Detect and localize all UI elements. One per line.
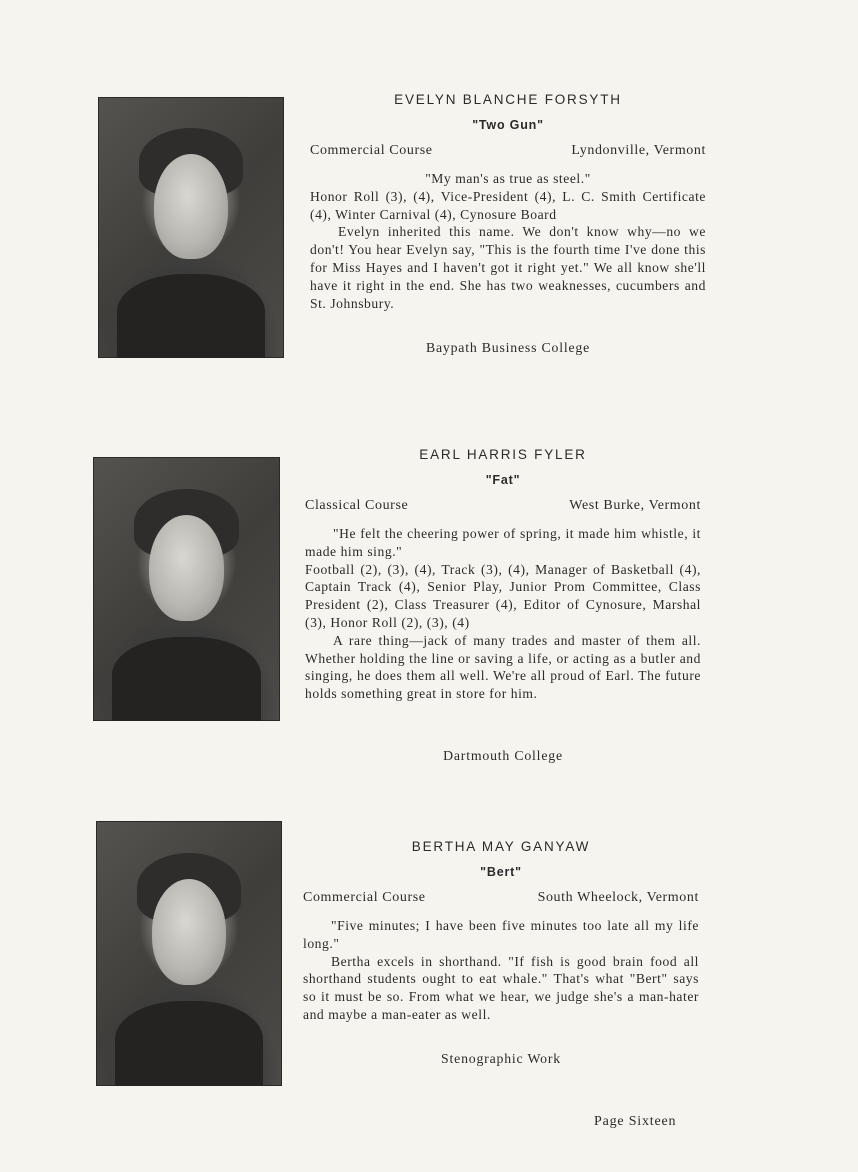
portrait-photo-evelyn (98, 97, 284, 358)
hometown: West Burke, Vermont (569, 498, 701, 513)
nickname: "Bert" (480, 865, 522, 879)
student-name: BERTHA MAY GANYAW (411, 839, 591, 854)
student-name: EARL HARRIS FYLER (419, 447, 587, 462)
destination: Baypath Business College (425, 340, 591, 355)
hometown: South Wheelock, Vermont (537, 890, 699, 905)
hometown: Lyndonville, Vermont (571, 143, 706, 158)
entry-bertha (303, 837, 699, 1077)
course: Commercial Course (310, 143, 433, 158)
quote: "My man's as true as steel." (425, 171, 591, 186)
course: Commercial Course (303, 890, 426, 905)
destination: Stenographic Work (441, 1051, 561, 1066)
destination: Dartmouth College (443, 748, 563, 763)
description: Bertha excels in shorthand. "If fish is good brain food all shorthand students ought to eat whale." That's what "Bert" says so it must be so. From what we hear, we judge she's a man-hater and maybe a man-eater as well. (303, 953, 699, 1022)
entry-earl (305, 445, 701, 775)
entry-evelyn (310, 90, 706, 360)
portrait-photo-bertha (96, 821, 282, 1086)
activities: Football (2), (3), (4), Track (3), (4), Manager of Basketball (4), Captain Track (4), Senior Play, Junior Prom Committee, Class President (2), Class Treasurer (4), Editor of Cynosure, Marshal (3), Honor Roll (2), (3), (4) (305, 561, 701, 630)
quote: "Five minutes; I have been five minutes too late all my life long." (303, 918, 699, 951)
nickname: "Two Gun" (472, 118, 544, 132)
quote: "He felt the cheering power of spring, it made him whistle, it made him sing." (305, 526, 701, 559)
description: Evelyn inherited this name. We don't know why—no we don't! You hear Evelyn say, "This is the fourth time I've done this for Miss Hayes and I haven't got it right yet." We all know she'll have it right in the end. She has two weaknesses, cucumbers and St. Johnsbury. (310, 224, 706, 311)
portrait-photo-earl (93, 457, 280, 721)
student-name: EVELYN BLANCHE FORSYTH (394, 92, 622, 107)
description: A rare thing—jack of many trades and master of them all. Whether holding the line or saving a life, or acting as a butler and singing, he does them all well. We're all proud of Earl. The future holds something great in store for him. (305, 632, 701, 702)
page-number: Page Sixteen (594, 1114, 677, 1129)
activities: Honor Roll (3), (4), Vice-President (4), L. C. Smith Certificate (4), Winter Carnival (4), Cynosure Board (310, 188, 706, 222)
nickname: "Fat" (485, 473, 521, 487)
course: Classical Course (305, 498, 409, 513)
